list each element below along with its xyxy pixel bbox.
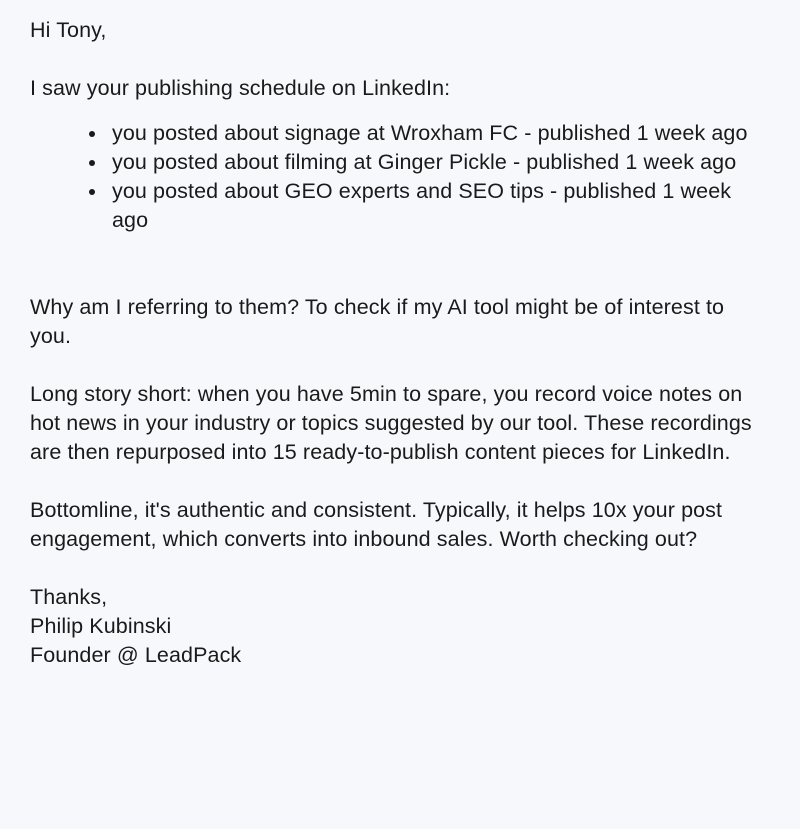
spacer	[30, 554, 770, 583]
paragraph-pitch: Long story short: when you have 5min to spare, you record voice notes on hot news in your industry or topics suggested by our tool. These recordings are then repurposed into 15 ready-to-publish content pieces for LinkedIn.	[30, 382, 752, 464]
list-item: • you posted about signage at Wroxham FC - published 1 week ago	[108, 119, 770, 148]
signature-title: Founder @ LeadPack	[30, 643, 242, 667]
intro-text: I saw your publishing schedule on LinkedIn:	[30, 76, 451, 100]
signature-closing: Thanks,	[30, 585, 108, 609]
list-item: • you posted about GEO experts and SEO tips - published 1 week ago	[108, 177, 770, 235]
spacer	[30, 45, 770, 74]
activity-list	[30, 119, 770, 235]
signature-name: Philip Kubinski	[30, 614, 172, 638]
paragraph-reason: Why am I referring to them? To check if my AI tool might be of interest to you.	[30, 295, 725, 348]
spacer	[30, 103, 770, 119]
signature-block	[30, 583, 770, 670]
spacer	[30, 351, 770, 380]
greeting-text: Hi Tony,	[30, 18, 107, 42]
paragraph-bottomline: Bottomline, it's authentic and consistent. Typically, it helps 10x your post engagement, which converts into inbound sales. Worth checking out?	[30, 498, 723, 551]
spacer	[30, 467, 770, 496]
spacer	[30, 235, 770, 293]
list-item: • you posted about filming at Ginger Pickle - published 1 week ago	[108, 148, 770, 177]
